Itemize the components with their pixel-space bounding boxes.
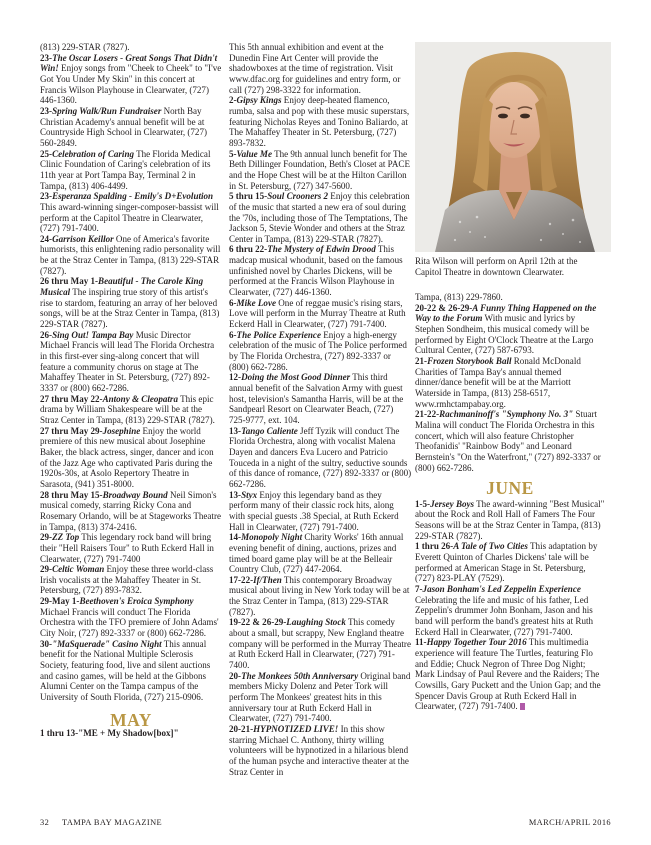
event-listing (415, 356, 605, 409)
event-date: 6 thru 22- (229, 244, 268, 255)
event-description: This award-winning singer-composer-bassist will perform at the Capitol Theatre in Clearwater, (727) 791-7400. (40, 201, 219, 234)
event-description: Jeff Tyzik will conduct The Florida Orchestra, along with vocalist Malena Dayen and dancers Eva Lucero and Patricio Touceda in a night of the sultry, seductive sounds of this dance of romance, (727) 892-3337 or (800) 662-7286. (229, 425, 412, 489)
event-title: Celebration of Caring (52, 148, 134, 159)
event-description: This annual benefit for the National Multiple Sclerosis Society, featuring food, live and silent auctions and casino games, will be held at the Gibbons Alumni Center on the Tampa campus of the University of South Florida, (727) 215-0906. (40, 638, 211, 703)
event-listing (229, 149, 412, 192)
event-description: With music and lyrics by Stephen Sondheim, this musical comedy will be performed by Eight O'Clock Theatre at the Largo Cultural Center, (727) 587-6793. (415, 313, 594, 356)
event-listing (229, 95, 412, 148)
event-listing (40, 191, 222, 234)
event-description: This legendary rock band will bring their "Hell Raisers Tour" to Ruth Eckerd Hall in Clearwater, (727) 791-7400 (40, 532, 214, 564)
event-title: Josephine (102, 425, 141, 436)
event-title: Styx (241, 489, 258, 500)
event-date: 14- (229, 532, 242, 543)
event-listing (40, 490, 222, 533)
event-date: 24- (40, 233, 53, 244)
event-title: The Oscar Losers - Great Songs That Didn't Win! (40, 52, 218, 74)
event-description: This epic drama by William Shakespeare will be at the Straz Center in Tampa, (813) 229-STAR (7827). (40, 393, 215, 425)
event-title: The Mystery of Edwin Drood (267, 244, 376, 255)
event-description: This third annual benefit of the Salvation Army with guest host, television's Samantha Harris, will be at the Sandpearl Resort on Clearwater Beach, (727) 725-9777, ext. 104. (229, 372, 404, 425)
event-date: 5 thru 15- (229, 191, 268, 202)
event-listing (229, 724, 412, 777)
event-listing (40, 532, 222, 564)
event-description: Ronald McDonald Charities of Tampa Bay's annual themed dinner/dance benefit will be at the Marriott Waterside in Tampa, (813) 258-6517, www.rmhctampabay.org. (415, 355, 581, 409)
event-date: 6- (229, 297, 237, 308)
event-title: Laughing Stock (286, 617, 346, 628)
event-description: This multimedia experience will feature The Turtles, featuring Flo and Eddie; Chuck Negron of Three Dog Night; Mark Lindsay of Paul Revere and the Raiders; The Cowsills, Gary Puckett and the Union Gap; and the Spencer Davis Group at Ruth Eckerd Hall in Clearwater, (727) 791-7400. (415, 637, 601, 712)
event-title: A Tale of Two Cities (453, 541, 528, 552)
event-date: 27 thru May 22- (40, 393, 103, 404)
event-description: This madcap musical whodunit, based on the famous unfinished novel by Charles Dickens, will be performed at the Francis Wilson Playhouse in Clearwater, (727) 446-1360. (229, 244, 403, 298)
event-description: One of reggae music's rising stars, Love will perform in the Murray Theatre at Ruth Eckerd Hall in Clearwater, (727) 791-7400. (229, 297, 406, 330)
event-date: 13- (229, 489, 242, 500)
event-listing (229, 191, 412, 244)
event-title: Value Me (236, 148, 272, 159)
event-list-june (415, 499, 605, 712)
event-title: Garrison Keillor (52, 233, 114, 244)
event-title: If/Then (253, 574, 282, 585)
column-2 (229, 42, 412, 777)
event-date: 2- (229, 95, 237, 106)
event-date: 23- (40, 191, 53, 202)
event-description: Neil Simon's musical comedy, starring Ricky Cona and Rosemary Orlando, will be at Stageworks Theatre in Tampa, (813) 374-2416. (40, 489, 221, 532)
event-listing (415, 499, 605, 542)
column-1 (40, 42, 222, 739)
event-date: 23- (40, 105, 53, 116)
event-list-may (229, 95, 412, 777)
event-title: The Police Experience (236, 329, 321, 340)
event-title: Frozen Storybook Ball (427, 355, 512, 366)
event-listing (229, 330, 412, 373)
event-description: Charity Works' 16th annual evening benefit of dining, auctions, prizes and timed board game play will be at the Belleair Country Club, (727) 447-2064. (229, 532, 404, 575)
event-title: Tango Caliente (241, 425, 298, 436)
photo-caption: Rita Wilson will perform on April 12th at the Capitol Theatre in downtown Clearwater. (415, 256, 578, 277)
event-title: Soul Crooners 2 (267, 191, 329, 202)
continued-paragraph: This 5th annual exhibition and event at the Dunedin Fine Art Center will provide the shadowboxes at the time of registration. Visit www.dfac.org for guidelines and entry form, or call (727) 298-3322 for information. (229, 42, 401, 95)
event-date: 5- (229, 148, 237, 159)
event-listing (40, 276, 222, 329)
magazine-name: TAMPA BAY MAGAZINE (62, 818, 163, 827)
event-listing (40, 564, 222, 596)
event-listing (229, 490, 412, 533)
event-title: Monopoly Night (241, 532, 303, 543)
event-listing (229, 575, 412, 618)
event-description: Michael Francis will conduct The Florida Orchestra with the TFO premiere of John Adams' City Noir, (727) 892-3337 or (800) 662-7286. (40, 606, 219, 639)
event-date: 21- (415, 355, 428, 366)
event-listing (229, 298, 412, 330)
event-listing (40, 330, 222, 394)
event-listing (229, 244, 412, 297)
event-date: 25- (40, 148, 53, 159)
event-listing (40, 639, 222, 703)
event-date: 17-22- (229, 574, 254, 585)
column-3 (415, 292, 605, 712)
event-date: 1-5- (415, 498, 431, 509)
event-listing (415, 409, 605, 473)
event-title: Esperanza Spalding - Emily's D+Evolution (52, 191, 214, 202)
event-date: 13- (229, 425, 242, 436)
event-listing (415, 303, 605, 356)
event-title: Jason Bonham's Led Zeppelin Experience (422, 584, 581, 595)
event-title: Jersey Boys (430, 498, 475, 509)
event-description: The inspiring true story of this artist's rise to stardom, featuring an array of her beloved songs, will be at the Straz Center in Tampa, (813) 229-STAR (7827). (40, 287, 220, 330)
event-date: 29- (40, 564, 53, 575)
end-of-article-mark (520, 703, 525, 710)
event-description: Music Director Michael Francis will lead The Florida Orchestra in this first-ever sing-along concert that will feature a community chorus on stage at The Mahaffey Theater in St. Petersburg, (727) 892-3337 or (800) 662-7286. (40, 329, 215, 393)
event-title: HYPNOTIZED LIVE! (253, 724, 339, 734)
event-listing (229, 372, 412, 425)
event-listing (40, 234, 222, 277)
month-heading-may: MAY (110, 709, 152, 730)
event-date: 28 thru May 15- (40, 489, 103, 500)
event-title: Doing the Most Good Dinner (241, 372, 351, 383)
event-title: ZZ Top (52, 532, 80, 543)
event-description: Stuart Malina will conduct The Florida Orchestra in this concert, which will also feature Christopher Theofanidis' "Rainbow Body" and Leonard Bernstein's "On the Waterfront," (727) 892-3337 or (800) 662-7286. (415, 409, 601, 473)
event-title: Sing Out! Tampa Bay (52, 329, 134, 340)
event-description: Enjoy this celebration of the music that started a new era of soul during the '70s, including those of The Temptations, The Jackson 5, Stevie Wonder and others at the Straz Center in Tampa, (813) 229-STAR (7827). (229, 191, 410, 244)
event-listing (229, 532, 412, 575)
event-date: 12- (229, 372, 242, 383)
event-description: North Bay Christian Academy's annual benefit will be at Countryside High School in Clearwater, (727) 560-2849. (40, 105, 207, 148)
event-date: 19-22 & 26-29- (229, 617, 287, 628)
event-date: 20-21- (229, 724, 254, 734)
event-description: Enjoy the world premiere of this new musical about Josephine Baker, the black actress, singer, dancer and icon of the Jazz Age who captivated Paris during the 1920s-30s, at Asolo Repertory Theatre in Sarasota, (941) 351-8000. (40, 425, 214, 489)
event-date: 29-May 1- (40, 596, 80, 607)
event-listing (40, 394, 222, 426)
month-heading-june: JUNE (486, 478, 534, 499)
event-date: 26 thru May 1- (40, 276, 99, 287)
event-title: Celtic Woman (52, 564, 105, 575)
event-date: 11- (415, 637, 427, 648)
event-description: The 9th annual lunch benefit for The Beth Dillinger Foundation, Beth's Closet at PACE and the Hope Chest will be at the Hilton Carillon in St. Petersburg, (727) 347-5600. (229, 148, 410, 191)
event-title: Beautiful - The Carole King Musical (40, 276, 204, 298)
event-description: This contemporary Broadway musical about living in New York today will be at the Straz Center in Tampa, (813) 229-STAR (7827). (229, 574, 410, 617)
event-date: 6- (229, 329, 237, 340)
event-listing (229, 617, 412, 670)
event-description: Enjoy this legendary band as they perform many of their classic rock hits, along with special guests .38 Special, at Ruth Eckerd Hall in Clearwater, (727) 791-7400. (229, 489, 399, 532)
event-title: Mike Love (236, 297, 276, 308)
event-description: Celebrating the life and music of his father, Led Zeppelin's drummer John Bonham, Jason and his band will perform the band's greatest hits at Ruth Eckerd Hall in Clearwater, (727) 791-7400. (415, 594, 594, 637)
continued-line: (813) 229-STAR (7827). (40, 42, 130, 52)
event-date: 30- (40, 638, 53, 649)
performer-photo (415, 42, 611, 252)
event-date: 23- (40, 52, 53, 63)
event-list-may-continued (415, 303, 605, 474)
event-description: In this show starring Michael C. Anthony, thirty willing volunteers will be hypnotized in a hilarious blend of the human psyche and interactive theater at the Straz Center in (229, 724, 409, 777)
event-title: Broadway Bound (102, 489, 168, 500)
event-title: Gipsy Kings (236, 95, 282, 106)
event-description: This comedy about a small, but scrappy, New England theatre company will be performed in the Murray Theatre at Ruth Eckerd Hall in Clearwater, (727) 791-7400. (229, 617, 411, 671)
continued-line: Tampa, (813) 229-7860. (415, 292, 503, 302)
may-first-event-line: 1 thru 13-"ME + My Shadow[box]" (40, 728, 179, 739)
event-description: The Florida Medical Clinic Foundation of Caring's celebration of its 11th year at Port Tampa Bay, Terminal 2 in Tampa, (813) 406-4499. (40, 148, 211, 191)
event-date: 29- (40, 532, 53, 543)
event-listing (229, 426, 412, 490)
event-title: The Monkees 50th Anniversary (241, 670, 359, 681)
event-title: Happy Together Tour 2016 (426, 637, 527, 648)
issue-date: MARCH/APRIL 2016 (528, 818, 611, 827)
event-date: 26- (40, 329, 53, 340)
event-date: 7- (415, 584, 423, 595)
event-description: One of America's favorite humorists, this enlightening radio personality will be at the Straz Center in Tampa, (813) 229-STAR (7827). (40, 233, 221, 276)
event-date: 20-22 & 26-29- (415, 302, 473, 313)
event-listing (40, 426, 222, 490)
event-description: Enjoy deep-heated flamenco, rumba, salsa and pop with these music superstars, featuring Nicholas Reyes and Tonino Baliardo, at The Mahaffey Theater in St. Petersburg, (727) 893-7832. (229, 95, 410, 148)
event-date: 27 thru May 29- (40, 425, 103, 436)
event-listing (229, 671, 412, 724)
event-title: "MaSquerade" Casino Night (52, 638, 162, 649)
event-listing (415, 584, 605, 637)
event-list-april (40, 53, 222, 703)
event-title: Antony & Cleopatra (102, 393, 178, 404)
event-listing (40, 596, 222, 639)
page-number: 32 (40, 818, 50, 827)
event-description: Original band members Micky Dolenz and Peter Tork will perform The Monkees' greatest hits in this anniversary tour at Ruth Eckerd Hall in Clearwater, (727) 791-7400. (229, 670, 411, 724)
event-listing (40, 106, 222, 149)
event-title: Rachmaninoff's "Symphony No. 3" (439, 409, 574, 420)
event-date: 21-22- (415, 409, 440, 420)
event-description: Enjoy these three world-class Irish vocalists at the Mahaffey Theater in St. Petersburg, (727) 893-7832. (40, 564, 214, 596)
event-description: This adaptation by Everett Quinton of Charles Dickens' tale will be performed at American Stage in St. Petersburg, (727) 823-PLAY (7529). (415, 541, 598, 584)
rita-wilson-portrait-image (415, 42, 611, 252)
event-listing (40, 149, 222, 192)
event-title: Spring Walk/Run Fundraiser (52, 105, 162, 116)
event-description: Enjoy a high-energy celebration of the music of The Police performed by The Florida Orchestra, (727) 892-3337 or (800) 662-7286. (229, 329, 407, 372)
event-date: 1 thru 26- (415, 541, 454, 552)
event-title: Beethoven's Eroica Symphony (79, 596, 194, 607)
event-listing (40, 53, 222, 106)
event-description: The award-winning "Best Musical" about the Rock and Roll Hall of Famers The Four Seasons will be at the Straz Center in Tampa, (813) 229-STAR (7827). (415, 498, 605, 541)
event-description: Enjoy songs from "Cheek to Cheek" to "I've Got You Under My Skin" in this concert at Francis Wilson Playhouse in Clearwater, (727) 446-1360. (40, 63, 222, 106)
event-date: 20- (229, 670, 242, 681)
event-title: A Funny Thing Happened on the Way to the Forum (415, 302, 597, 324)
event-listing (415, 541, 605, 584)
event-listing (415, 637, 605, 712)
